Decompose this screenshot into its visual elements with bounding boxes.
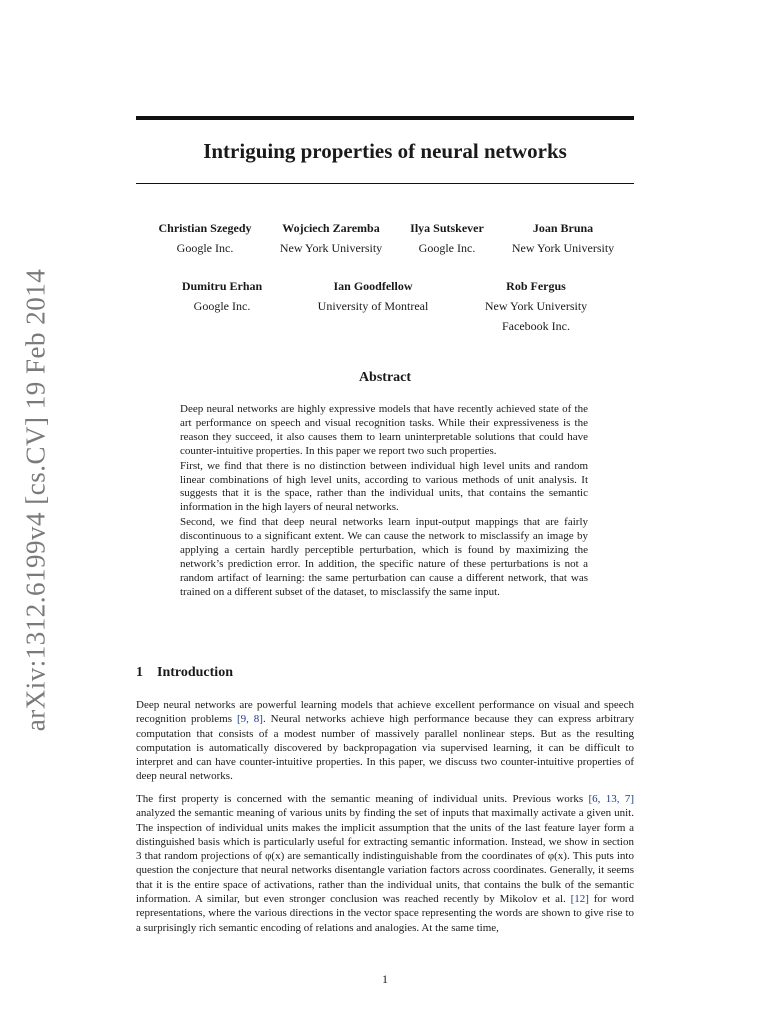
text-run: . Neural networks achieve high performance because they can express arbitrary computation that consists of a modest number of massively parallel nonlinear steps. But as the resulting computation is automatically discovered by backpropagation via supervised learning, it can be difficult to interpret and can have counter-intuitive properties. In this paper, we discuss two counter-intuitive properties of deep neural networks.: [136, 713, 635, 783]
author-block: [472, 276, 600, 336]
title-bottom-rule: [136, 183, 634, 184]
abstract-paragraph: First, we find that there is no distinction between individual high level units and random linear combinations of high level units, according to various methods of unit analysis. It suggests that it is the space, rather than the individual units, that contains the semantic information in the high layers of neural networks.: [180, 459, 588, 514]
author-block: [303, 276, 443, 316]
author-affiliation: New York University: [511, 241, 615, 255]
author-name: Christian Szegedy: [158, 221, 252, 235]
title-top-rule: [136, 116, 634, 120]
intro-paragraph-1: [136, 698, 634, 784]
author-block: [397, 218, 497, 258]
citation-link[interactable]: [6, 13, 7]: [588, 793, 635, 805]
author-affiliation: Google Inc.: [193, 299, 251, 313]
author-affiliation: Google Inc.: [418, 241, 476, 255]
author-name: Ian Goodfellow: [333, 279, 413, 293]
text-run: analyzed the semantic meaning of various units by finding the set of inputs that maximally activate a given unit. The inspection of individual units makes the implicit assumption that the units of the last feature layer form a distinguished basis which is particularly useful for extracting semantic information. Instead, we show in section 3 that random projections of φ(x) are semantically indistinguishable from the coordinates of φ(x). This puts into question the conjecture that neural networks disentangle variation factors across coordinates. Generally, it seems that it is the entire space of activations, rather than the individual units, that contains the bulk of the semantic information. A similar, but even stronger conclusion was reached recently by Mikolov et al.: [136, 807, 634, 906]
citation-link[interactable]: [9, 8]: [236, 713, 263, 726]
section-title: Introduction: [157, 665, 233, 680]
abstract-heading: Abstract: [358, 370, 412, 385]
author-affiliation-secondary: Facebook Inc.: [502, 319, 570, 333]
text-run: The first property is concerned with the semantic meaning of individual units. Previous works: [136, 793, 589, 805]
page-number: 1: [382, 972, 388, 986]
paper-title: Intriguing properties of neural networks: [203, 139, 567, 163]
author-block: [145, 218, 265, 258]
abstract-paragraph: Deep neural networks are highly expressive models that have recently achieved state of the art performance on speech and visual recognition tasks. While their expressiveness is the reason they succeed, it also causes them to learn uninterpretable solutions that could have counter-intuitive properties. In this paper we report two such properties.: [180, 403, 588, 457]
abstract-paragraph: Second, we find that deep neural networks learn input-output mappings that are fairly discontinuous to a significant extent. We can cause the network to misclassify an image by applying a certain hardly perceptible perturbation, which is found by maximizing the network’s prediction error. In addition, the specific nature of these perturbations is not a random artifact of learning: the same perturbation can cause a different network, that was trained on a different subset of the dataset, to misclassify the same input.: [180, 516, 588, 598]
abstract-body: [180, 403, 588, 601]
arxiv-identifier-stamp: arXiv:1312.6199v4 [cs.CV] 19 Feb 2014: [20, 268, 51, 732]
author-name: Wojciech Zaremba: [282, 221, 380, 235]
citation-link[interactable]: [12]: [570, 893, 589, 906]
author-affiliation: New York University: [279, 241, 383, 255]
text-run: for word representations, where the various directions in the vector space representing the words are shown to give rise to a surprisingly rich semantic encoding of relations and analogies. At the same time,: [136, 893, 634, 934]
intro-paragraph-2: [136, 792, 634, 935]
author-name: Dumitru Erhan: [181, 279, 263, 293]
author-name: Joan Bruna: [532, 221, 594, 235]
section-number: 1: [136, 665, 143, 680]
author-block: [503, 218, 623, 258]
author-affiliation: University of Montreal: [317, 299, 429, 313]
author-name: Ilya Sutskever: [410, 221, 484, 235]
author-block: [271, 218, 391, 258]
section-heading: [136, 665, 233, 681]
author-block: [162, 276, 282, 316]
author-name: Rob Fergus: [506, 279, 566, 293]
author-affiliation: New York University: [484, 299, 588, 313]
text-run: Deep neural networks are powerful learning models that achieve excellent performance on visual and speech recognition problems: [136, 699, 634, 726]
author-affiliation: Google Inc.: [176, 241, 234, 255]
